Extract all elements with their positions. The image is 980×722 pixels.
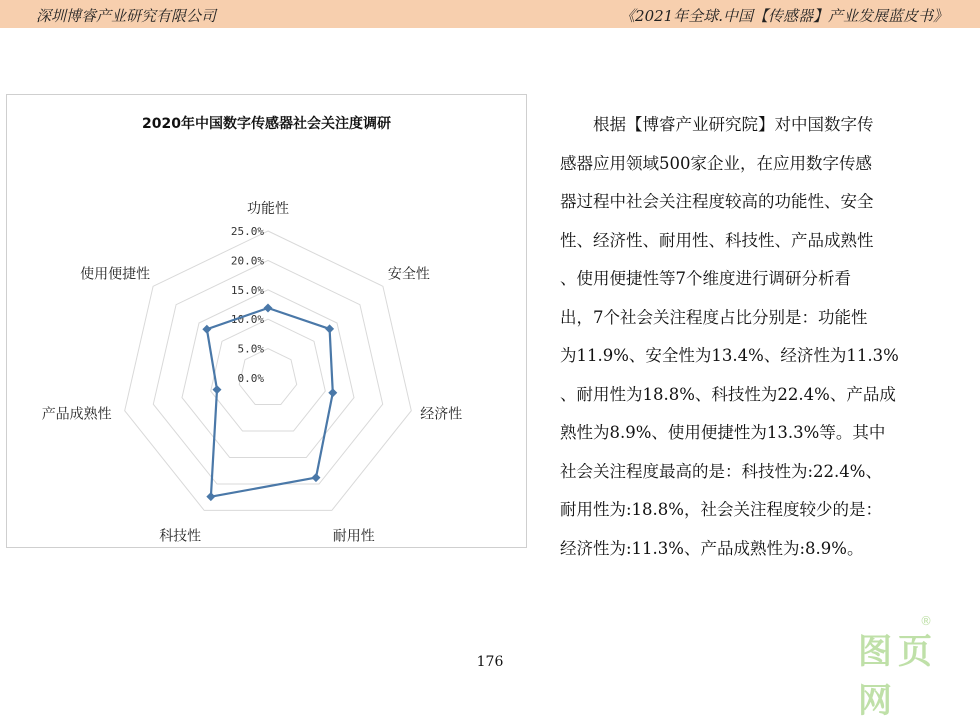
watermark-text: 图页网: [858, 632, 938, 721]
body-line: 为11.9%、安全性为13.4%、经济性为11.3%: [560, 346, 899, 365]
tick-label: 10.0%: [230, 313, 264, 327]
radar-chart: [6, 94, 527, 548]
axis-category-label: 产品成熟性: [41, 406, 112, 423]
body-line: 性、经济性、耐用性、科技性、产品成熟性: [560, 230, 874, 250]
body-line: 、耐用性为18.8%、科技性为22.4%、产品成: [560, 384, 896, 404]
radar-chart-svg: [7, 95, 528, 549]
data-point: [207, 493, 215, 501]
body-line: 社会关注程度最高的是：科技性为:22.4%、: [560, 461, 882, 481]
body-line: 熟性为8.9%、使用便捷性为13.3%等。其中: [560, 423, 886, 442]
page-number: 176: [476, 654, 504, 670]
axis-category-label: 安全性: [387, 266, 430, 283]
body-line: 出，7个社会关注程度占比分别是：功能性: [560, 307, 868, 327]
grid-ring: [182, 290, 354, 458]
registered-mark-icon: ®: [920, 614, 932, 628]
tick-label: 25.0%: [230, 225, 264, 238]
axis-category-label: 功能性: [247, 201, 289, 217]
tick-label: 0.0%: [237, 372, 264, 385]
data-point: [213, 386, 221, 394]
data-point: [329, 389, 337, 397]
body-line: 器过程中社会关注程度较高的功能性、安全: [560, 192, 874, 211]
header-report-title: 《2021年全球.中国【传感器】产业发展蓝皮书》: [620, 7, 948, 25]
body-line: 感器应用领域500家企业，在应用数字传感: [560, 153, 872, 173]
grid-ring: [125, 231, 412, 510]
header-company: 深圳博睿产业研究有限公司: [36, 7, 217, 25]
body-line: 经济性为:11.3%、产品成熟性为:8.9%。: [560, 538, 864, 558]
data-point: [326, 325, 334, 333]
body-line: 根据【博睿产业研究院】对中国数字传: [593, 115, 874, 134]
watermark-logo: [858, 614, 968, 721]
body-line: 、使用便捷性等7个维度进行调研分析看: [560, 269, 851, 288]
tick-label: 15.0%: [230, 283, 264, 297]
tick-label: 20.0%: [230, 254, 264, 268]
axis-category-label: 经济性: [420, 406, 463, 423]
axis-category-label: 使用便捷性: [80, 266, 151, 283]
data-point: [312, 474, 320, 482]
data-point: [203, 325, 211, 333]
body-line: 耐用性为:18.8%，社会关注程度较少的是：: [560, 500, 882, 519]
axis-category-label: 耐用性: [332, 528, 375, 545]
chart-title: 2020年中国数字传感器社会关注度调研: [142, 116, 391, 132]
grid-ring: [211, 319, 326, 431]
data-point: [264, 304, 272, 312]
page-header: [0, 0, 980, 28]
tick-label: 5.0%: [237, 342, 264, 356]
series-line: [207, 308, 333, 497]
body-paragraph: [560, 106, 940, 568]
axis-category-label: 科技性: [159, 528, 202, 545]
